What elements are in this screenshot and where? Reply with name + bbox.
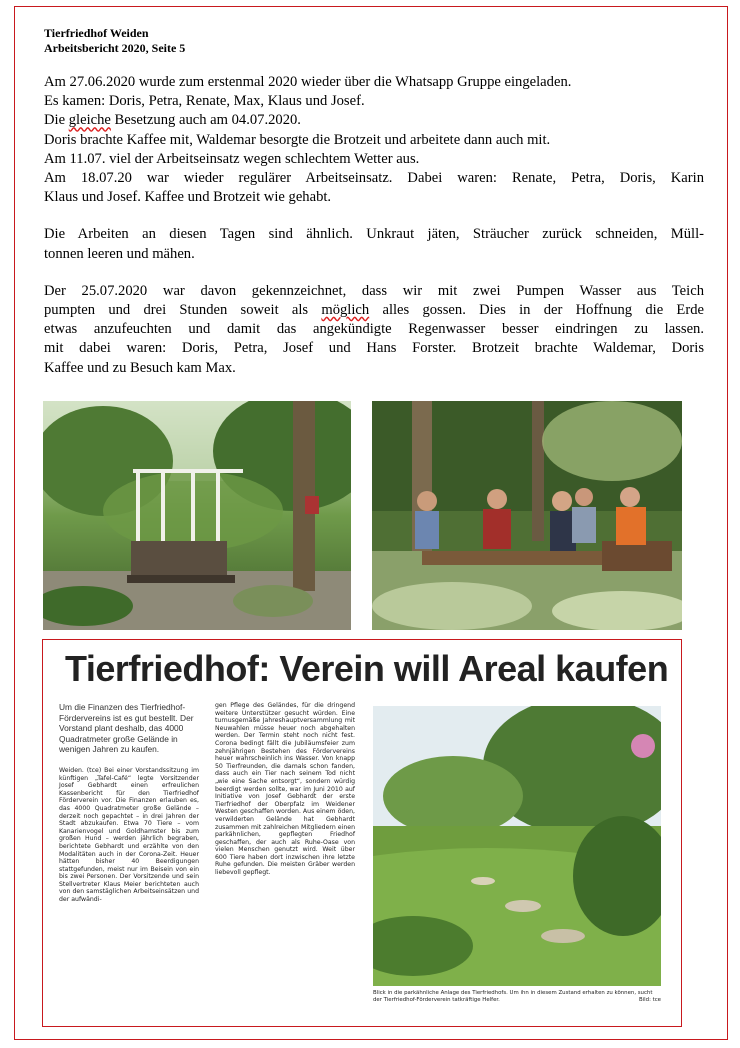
newspaper-clipping	[42, 639, 682, 1027]
clipping-caption	[373, 990, 661, 1004]
paragraph-3	[44, 282, 704, 378]
clipping-lead: Um die Finanzen des Tierfriedhof-Fördervereins ist es gut bestellt. Der Vorstand plant deshalb, das 4000 Quadratmeter große Gelände in wenigen Jahren zu kaufen.	[59, 702, 194, 755]
clipping-text-2: gen Pflege des Geländes, für die dringend weitere Unterstützer gesucht würden. Eine turnusgemäße Jahreshauptversammlung mit Neuwahlen müsse heuer noch abgehalten werden. Der Termin steht noch nicht fest. Corona bedingt fällt die Jubiläumsfeier zum zehnjährigen Bestehen des Fördervereins heuer wahrscheinlich ins Wasser. Von knapp 50 Tierfreunden, die damals schon fanden, dass auch ein Tier nach seinem Tod nicht „wie eine Sache entsorgt“, sondern würdig beerdigt werden sollte, war im Juni 2010 auf Initiative von Josef Gebhardt der erste Tierfriedhof der Oberpfalz im Weidener Westen geschaffen worden. Aus einem öden, verwilderten Gelände hat Gebhardt zusammen mit zahlreichen Mitgliedern einen parkähnlichen, gepflegten Friedhof geschaffen, der auch als Ruhe-Oase von vielen Menschen genutzt wird. Weit über 600 Tiere haben dort inzwischen ihre letzte Ruhe gefunden. Die meisten Gräber werden liebevoll gepflegt.	[215, 702, 355, 877]
text-line: Die gleiche Besetzung auch am 04.07.2020.	[44, 112, 301, 129]
text-line: Am 18.07.20 war wieder regulärer Arbeitseinsatz. Dabei waren: Renate, Petra, Doris, Karin	[44, 170, 704, 187]
paragraph-1	[44, 73, 704, 207]
spellcheck-word: gleiche	[68, 112, 111, 129]
text-line: etwas anzufeuchten und damit das angekündigte Regenwasser besser eindringen zu lassen.	[44, 321, 704, 338]
clipping-photo	[373, 706, 661, 986]
clipping-headline: Tierfriedhof: Verein will Areal kaufen	[65, 648, 669, 689]
caption-text: Blick in die parkähnliche Anlage des Tierfriedhofs. Um ihn in diesem Zustand erhalten zu können, sucht der Tierfriedhof-Förderverein tatkräftige Helfer.	[373, 990, 653, 1003]
photo-credit: Bild: tce	[638, 997, 661, 1003]
clipping-column-1	[59, 702, 199, 904]
text-line: Am 11.07. viel der Arbeitseinsatz wegen schlechtem Wetter aus.	[44, 150, 420, 167]
text-line: pumpten und drei Stunden soweit als möglich alles gossen. Dies in der Hoffnung die Erde	[44, 302, 704, 319]
header-title: Tierfriedhof Weiden	[44, 26, 149, 40]
clipping-column-2	[215, 702, 355, 877]
text-line: Es kamen: Doris, Petra, Renate, Max, Klaus und Josef.	[44, 93, 365, 110]
spellcheck-word: möglich	[321, 302, 370, 319]
text-line: Die Arbeiten an diesen Tagen sind ähnlich. Unkraut jäten, Sträucher zurück schneiden, Müll-	[44, 226, 704, 243]
text-line: Klaus und Josef. Kaffee und Brotzeit wie gehabt.	[44, 189, 332, 206]
clipping-text-1: Weiden. (tce) Bei einer Vorstandssitzung im künftigen „Tafel-Café“ legte Vorsitzender Josef Gebhardt einen erfreulichen Kassenbericht für den Tierfriedhof Förderverein vor. Die Finanzen erlauben es, das 4000 Quadratmeter große Gelände – derzeit noch gepachtet – in drei Jahren der Stadt abzukaufen. Etwa 70 Tiere – vom Kanarienvogel und Goldhamster bis zum großen Hund – werden jährlich begraben, berichtete Gebhardt und erzählte von den Modalitäten auch in der Corona-Zeit. Heuer hätten bisher 40 Beerdigungen stattgefunden, meist nur im Beisein von ein bis zwei Personen. Der Vorsitzende und sein Stellvertreter Klaus Meier berichteten auch von den samstäglichen Arbeitseinsätzen und der aufwändi-	[59, 766, 199, 904]
text-line: mit dabei waren: Doris, Petra, Josef und Hans Forster. Brotzeit brachte Waldemar, Doris	[44, 340, 704, 357]
text-line: Der 25.07.2020 war davon gekennzeichnet, dass wir mit zwei Pumpen Wasser aus Teich	[44, 282, 704, 299]
photo-group-table	[372, 401, 682, 630]
photo-garden-bench	[43, 401, 351, 630]
text-line: Doris brachte Kaffee mit, Waldemar besorgte die Brotzeit und arbeitete dann auch mit.	[44, 131, 551, 148]
text-line: tonnen leeren und mähen.	[44, 245, 195, 262]
header-subtitle: Arbeitsbericht 2020, Seite 5	[44, 41, 186, 55]
report-body	[44, 73, 704, 396]
paragraph-2	[44, 225, 704, 263]
text-line: Am 27.06.2020 wurde zum erstenmal 2020 wieder über die Whatsapp Gruppe eingeladen.	[44, 74, 572, 90]
document-header	[44, 26, 185, 56]
text-line: Kaffee und zu Besuch kam Max.	[44, 359, 236, 376]
